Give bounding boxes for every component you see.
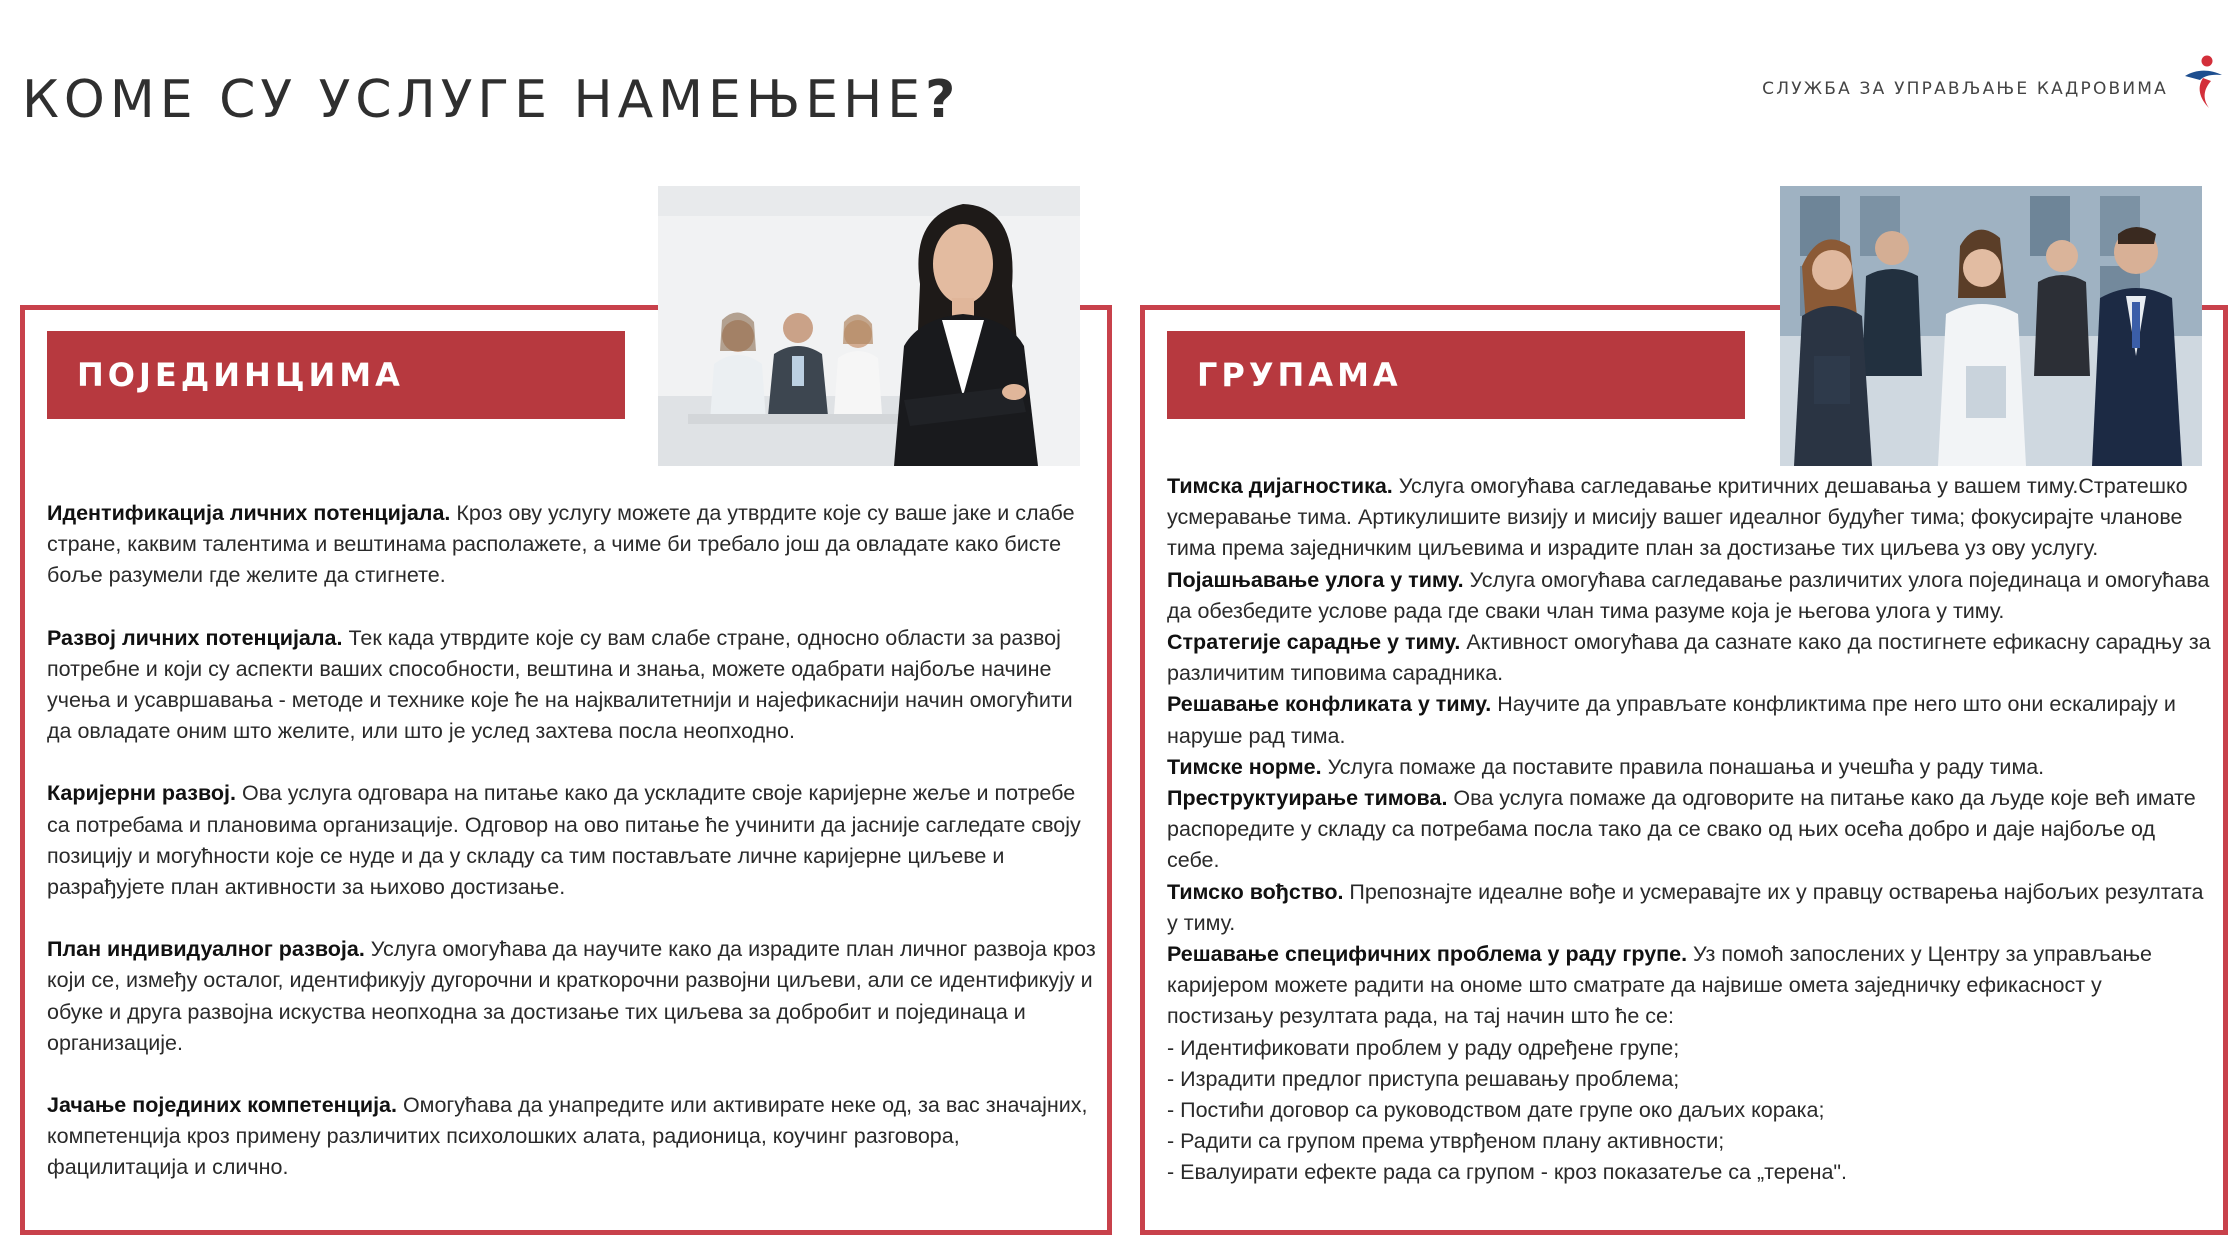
service-item [1167,752,2212,783]
service-description: Тек када утврдите које су вам слабе стране, односно области за развој потребне и који су аспекти ваших способности, вештина и знања, можете одабрати најбоље начине учења и усавршавања - методе и технике које ће на најквалитетнији и најефикаснији начин омогућити да овладате оним што желите, или што је услед захтева посла неопходно. [47,625,1073,744]
service-item [47,778,1097,903]
page-title [22,70,960,130]
service-title: Решавање специфичних проблема у раду групе. [1167,942,1688,967]
individuals-panel-header: ПОЈЕДИНЦИМА [47,331,625,419]
service-title: Идентификација личних потенцијала. [47,501,451,525]
service-description: Активност омогућава да сазнате како да постигнете ефикасну сарадњу за различитим типовима сарадника. [1167,630,2211,686]
service-title: Тимска дијагностика. [1167,474,1393,498]
service-item [1167,877,2212,939]
service-title: Преструктуирање тимова. [1167,786,1448,811]
service-item [1167,783,2212,877]
service-title: Развој личних потенцијала. [47,625,343,650]
page-title-text: КОМЕ СУ УСЛУГЕ НАМЕЊЕНЕ [22,70,926,130]
service-title: Решавање конфликата у тиму. [1167,692,1492,717]
service-description: Научите да управљате конфликтима пре него што они ескалирају и наруше рад тима. [1167,692,2176,748]
service-title: Каријерни развој. [47,781,236,806]
service-title: Стратегије сарадње у тиму. [1167,630,1461,655]
service-title: Јачање појединих компетенција. [47,1093,397,1118]
list-item: - Радити са групом према утврђеном плану активности; [1167,1129,1725,1154]
page-title-question-mark: ? [925,70,961,130]
service-item [47,1090,1097,1184]
service-description: Омогућава да унапредите или активирате неке од, за вас значајних, компетенција кроз примену различитих психолошких алата, радионица, коучинг разговора, фацилитација и слично. [47,1093,1088,1180]
service-item [1167,471,2212,565]
service-item [1167,689,2212,751]
list-item: - Идентификовати проблем у раду одређене групе; [1167,1035,1680,1060]
service-item [1167,565,2212,627]
problem-steps-list [1167,1033,2212,1189]
service-description: Услуга омогућава сагледавање различитих улога појединаца и омогућава да обезбедите услове рада где сваки члан тима разуме која је његова улога у тиму. [1167,567,2210,623]
service-description: Препознајте идеалне вође и усмеравајте их у правцу остварења најбољих резултата у тиму. [1167,879,2204,935]
service-item [47,623,1097,748]
individuals-services-list [47,498,1097,1215]
brand-name: СЛУЖБА ЗА УПРАВЉАЊЕ КАДРОВИМА [1762,79,2168,99]
service-description: Услуга омогућава сагледавање критичних дешавања у вашем тиму.Стратешко усмеравање тима. Артикулишите визију и мисију вашег идеалног будућег тима; фокусирајте чланове тима према заједничким циљевима и израдите план за достизање тих циљева уз ову услугу. [1167,474,2188,561]
service-item [1167,939,2212,1033]
service-description: Услуга помаже да поставите правила понашања и учешћа у раду тима. [1321,754,2045,779]
service-title: Тимске норме. [1167,754,1322,779]
groups-panel-header: ГРУПАМА [1167,331,1745,419]
service-item [47,498,1097,592]
list-item: - Постићи договор са руководством дате групе око даљих корака; [1167,1098,1825,1123]
service-description: Ова услуга помаже да одговорите на питање како да људе које већ имате распоредите у складу са потребама посла тако да се свако од њих осећа добро и даје најбоље од себе. [1167,786,2196,873]
service-description: Уз помоћ запослених у Центру за управљање каријером можете радити на ономе што сматрате да највише омета заједничку ефикасност у постизању резултата рада, на тај начин што ће се: [1167,942,2153,1029]
service-title: Тимско вођство. [1167,879,1344,904]
list-item: - Евалуирати ефекте рада са групом - кроз показатеље са „терена". [1167,1160,1848,1185]
service-item [1167,627,2212,689]
service-description: Ова услуга одговара на питање како да ускладите своје каријерне жеље и потребе са потребама и плановима организације. Одговор на ово питање ће учинити да јасније сагледате своју позицију и могућности које се нуде и да у складу са тим постављате личне каријерне циљеве и разрађујете план активности за њихово достизање. [47,781,1081,900]
service-item [47,934,1097,1059]
groups-services-list [1167,471,2212,1189]
list-item: - Израдити предлог приступа решавању проблема; [1167,1066,1680,1091]
business-team-photo [1780,186,2202,466]
person-logo-icon [2182,54,2224,110]
service-title: План индивидуалног развоја. [47,937,365,962]
businesswoman-photo [658,186,1080,466]
brand [1762,54,2224,110]
service-title: Појашњавање улога у тиму. [1167,567,1464,592]
service-description: Услуга омогућава да научите како да израдите план личног развоја кроз који се, између осталог, идентификују дугорочни и краткорочни развојни циљеви, али се идентификују и обуке и друга развојна искуства неопходна за достизање тих циљева за добробит и појединаца и организације. [47,937,1096,1055]
service-description: Кроз ову услугу можете да утврдите које су ваше јаке и слабе стране, каквим талентима и вештинама располажете, а чиме би требало још да овладате како бисте боље разумели где желите да стигнете. [47,501,1075,588]
